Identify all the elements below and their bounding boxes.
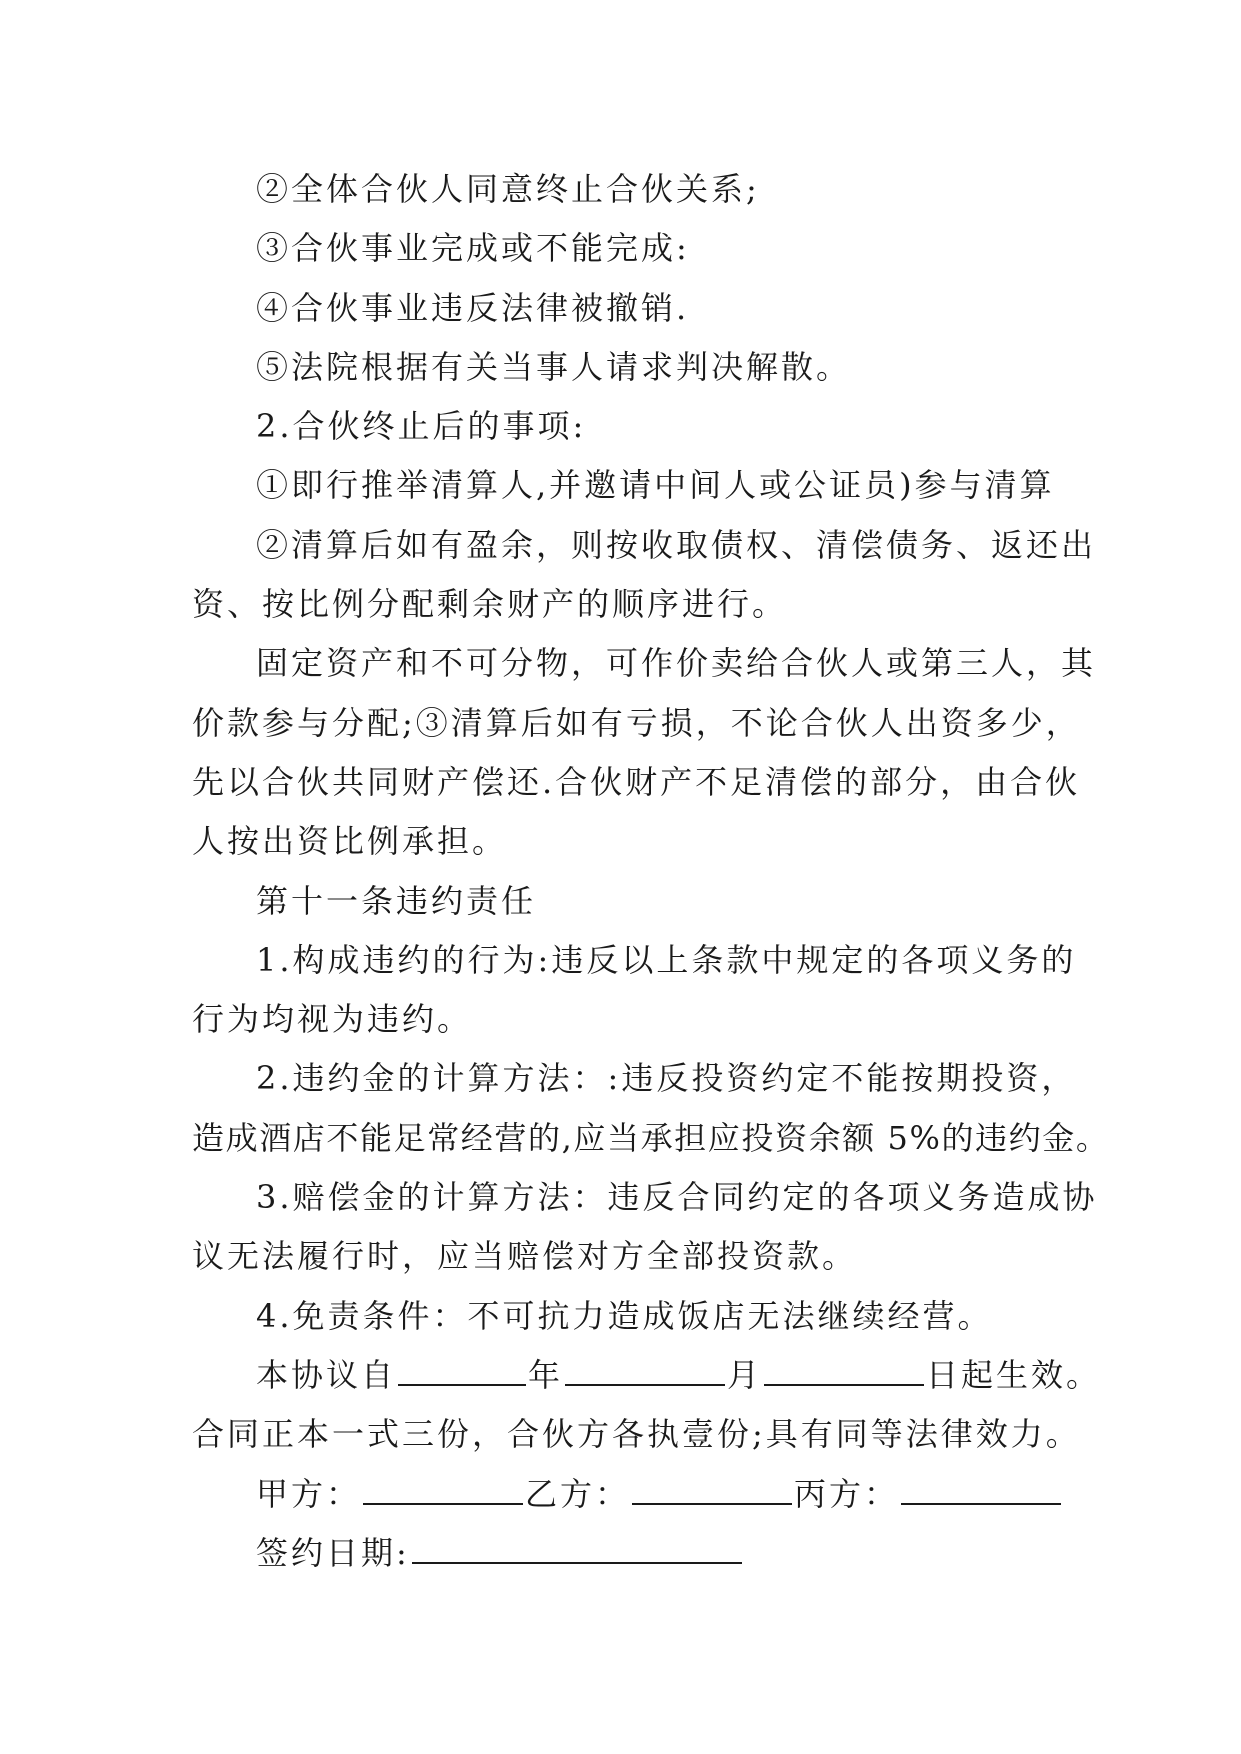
clause-line: 3.赔偿金的计算方法：违反合同约定的各项义务造成协	[256, 1178, 1098, 1217]
clause-line: 1.构成违约的行为:违反以上条款中规定的各项义务的	[256, 940, 1077, 979]
clause-line: 先以合伙共同财产偿还.合伙财产不足清偿的部分，由合伙	[192, 762, 1081, 801]
party-c-blank[interactable]	[901, 1473, 1061, 1505]
clause-line: 4.免责条件：不可抗力造成饭店无法继续经营。	[256, 1296, 993, 1335]
day-blank[interactable]	[764, 1354, 924, 1386]
effective-suffix: 日起生效。	[926, 1355, 1102, 1394]
clause-line: ③合伙事业完成或不能完成:	[256, 229, 690, 268]
clause-line: 固定资产和不可分物，可作价卖给合伙人或第三人，其	[256, 644, 1097, 683]
article-heading: 第十一条违约责任	[256, 881, 537, 920]
party-a-blank[interactable]	[363, 1473, 523, 1505]
party-b-label: 乙方：	[525, 1474, 631, 1513]
effective-prefix: 本协议自	[256, 1355, 397, 1394]
party-c-label: 丙方：	[794, 1474, 900, 1513]
month-blank[interactable]	[565, 1354, 725, 1386]
clause-line: ②全体合伙人同意终止合伙关系;	[256, 170, 760, 208]
clause-line: 价款参与分配;③清算后如有亏损，不论合伙人出资多少，	[192, 703, 1081, 742]
year-label: 年	[528, 1355, 564, 1394]
signature-line	[192, 1465, 1072, 1524]
clause-line: 资、按比例分配剩余财产的顺序进行。	[192, 585, 788, 624]
clause-line: ①即行推举清算人,并邀请中间人或公证员)参与清算	[256, 466, 1055, 505]
sign-date-blank[interactable]	[412, 1532, 742, 1564]
clause-line: ⑤法院根据有关当事人请求判决解散。	[256, 347, 852, 386]
sign-date-line	[192, 1524, 1072, 1583]
clause-line: 议无法履行时，应当赔偿对方全部投资款。	[192, 1237, 858, 1276]
sign-date-label: 签约日期:	[256, 1533, 410, 1572]
clause-line: ②清算后如有盈余，则按收取债权、清偿债务、返还出	[256, 525, 1097, 564]
clause-line: 人按出资比例承担。	[192, 822, 508, 861]
clause-line: 2.违约金的计算方法：:违反投资约定不能按期投资，	[256, 1059, 1077, 1098]
effective-date-line	[192, 1346, 1102, 1405]
document-page	[192, 160, 1110, 1583]
clause-line: 行为均视为违约。	[192, 1000, 473, 1039]
clause-line: ④合伙事业违反法律被撤销.	[256, 288, 690, 327]
month-label: 月	[727, 1355, 763, 1394]
party-b-blank[interactable]	[632, 1473, 792, 1505]
clause-line: 造成酒店不能足常经营的,应当承担应投资余额 5%的违约金。	[192, 1118, 1110, 1157]
year-blank[interactable]	[398, 1354, 526, 1386]
section-heading: 2.合伙终止后的事项:	[256, 407, 587, 446]
copies-line: 合同正本一式三份，合伙方各执壹份;具有同等法律效力。	[192, 1415, 1081, 1454]
party-a-label: 甲方：	[256, 1474, 362, 1513]
